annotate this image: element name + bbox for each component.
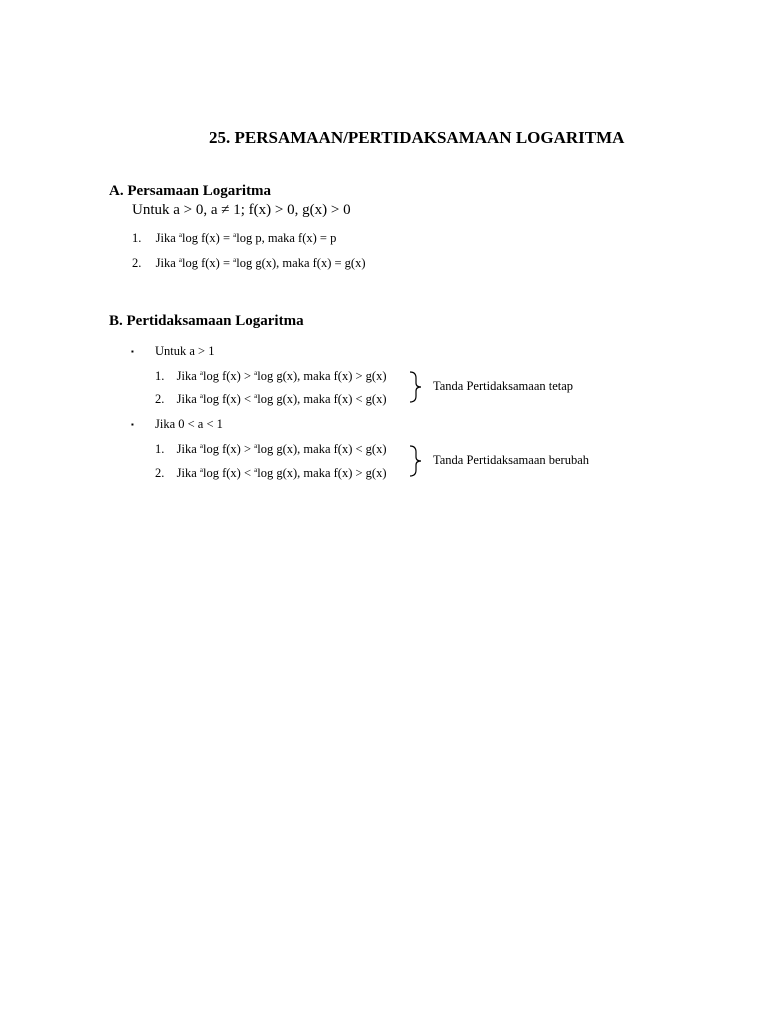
item-text-mid: log f(x) < <box>203 392 255 406</box>
item-text-post: log g(x), maka f(x) < g(x) <box>257 442 387 456</box>
log-base: a <box>233 231 237 239</box>
curly-brace-icon <box>408 444 430 478</box>
item-number: 2. <box>155 392 165 406</box>
section-b-heading: B. Pertidaksamaan Logaritma <box>109 313 304 329</box>
log-base: a <box>254 369 258 377</box>
item-number: 1. <box>132 231 142 245</box>
item-text-mid: log f(x) > <box>203 442 255 456</box>
item-number: 1. <box>155 369 165 383</box>
group-1-item-2 <box>155 392 386 407</box>
group-1-note: Tanda Pertidaksamaan tetap <box>433 379 574 393</box>
log-base: a <box>254 392 258 400</box>
group-1-label: Untuk a > 1 <box>155 344 215 358</box>
item-text-mid: log f(x) < <box>203 466 255 480</box>
item-text-mid: log f(x) = <box>182 231 234 245</box>
item-text-post: log g(x), maka f(x) < g(x) <box>257 392 387 406</box>
group-1-item-1 <box>155 369 386 384</box>
bullet-marker: ▪ <box>131 420 134 429</box>
item-number: 1. <box>155 442 165 456</box>
log-base: a <box>254 466 258 474</box>
item-number: 2. <box>132 256 142 270</box>
item-text-pre: Jika <box>155 256 179 270</box>
item-text-pre: Jika <box>176 369 200 383</box>
item-text-pre: Jika <box>176 466 200 480</box>
item-number: 2. <box>155 466 165 480</box>
section-a-heading: A. Persamaan Logaritma <box>109 183 272 199</box>
curly-brace-icon <box>408 370 430 404</box>
bullet-marker: ▪ <box>131 347 134 356</box>
item-text-post: log g(x), maka f(x) > g(x) <box>257 369 387 383</box>
section-a-item-2 <box>132 256 365 271</box>
item-text-mid: log f(x) = <box>182 256 234 270</box>
item-text-pre: Jika <box>155 231 179 245</box>
group-2-item-1 <box>155 442 386 457</box>
log-base: a <box>178 231 182 239</box>
group-2-item-2 <box>155 466 386 481</box>
group-2-note: Tanda Pertidaksamaan berubah <box>433 453 590 467</box>
item-text-pre: Jika <box>176 442 200 456</box>
log-base: a <box>199 369 203 377</box>
log-base: a <box>254 442 258 450</box>
log-base: a <box>178 256 182 264</box>
item-text-mid: log f(x) > <box>203 369 255 383</box>
section-a-item-1 <box>132 231 336 246</box>
group-2-label: Jika 0 < a < 1 <box>155 417 223 431</box>
log-base: a <box>199 392 203 400</box>
page-title: 25. PERSAMAAN/PERTIDAKSAMAAN LOGARITMA <box>209 128 625 147</box>
item-text-post: log p, maka f(x) = p <box>236 231 337 245</box>
log-base: a <box>233 256 237 264</box>
log-base: a <box>199 466 203 474</box>
item-text-post: log g(x), maka f(x) > g(x) <box>257 466 387 480</box>
log-base: a <box>199 442 203 450</box>
item-text-pre: Jika <box>176 392 200 406</box>
item-text-post: log g(x), maka f(x) = g(x) <box>236 256 366 270</box>
section-a-condition: Untuk a > 0, a ≠ 1; f(x) > 0, g(x) > 0 <box>132 202 351 218</box>
